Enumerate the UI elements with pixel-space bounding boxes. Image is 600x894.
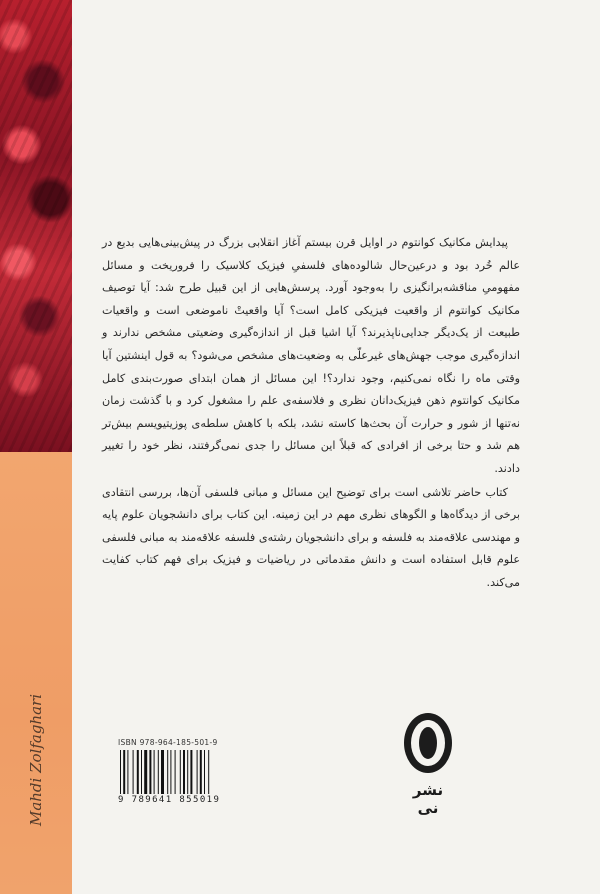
barcode-bar	[133, 750, 134, 794]
back-cover-blurb	[102, 232, 520, 595]
barcode-bar	[183, 750, 185, 794]
blurb-paragraph: پیدایش مکانیک کوانتوم در اوایل قرن بیستم آغاز انقلابی بزرگ در پیش‌بینی‌هایی بدیع در عالم خُرد بود و درعین‌حال شالوده‌های فلسفیِ فیزیک کلاسیک را فروریخت و مسائل مفهومیِ مناقشه‌برانگیزی را به‌وجود آورد. پرسش‌هایی از این قبیل طرح شد: آیا توصیف مکانیک کوانتوم از واقعیت فیزیکی کامل است؟ آیا واقعیتْ ناموضعی است و واقعیات طبیعت از یک‌دیگر جدایی‌ناپذیرند؟ آیا اشیا قبل از اندازه‌گیری وضعیتی مشخص ندارند و اندازه‌گیری موجب جهش‌های غیرعلّی به وضعیت‌های مشخص می‌شود؟ به قول اینشتین آیا وقتی ماه را نگاه نمی‌کنیم، وجود ندارد؟! این مسائل از همان ابتدای صورت‌بندی کامل مکانیک کوانتوم ذهن فیزیک‌دانان نظری و فلاسفه‌ی علم را مشغول کرد و با گذشت زمان نه‌تنها از شور و حرارت آن بحث‌ها کاسته نشد، بلکه با کاهش سلطه‌ی پوزیتیویسم بیش‌تر هم شد و حتا برخی از افرادی که قبلاً این مسائل را جدی نمی‌گرفتند، نظر خود را تغییر دادند.	[102, 236, 520, 475]
barcode-bar	[200, 750, 202, 794]
designer-signature: Mahdi Zolfaghari	[27, 693, 45, 827]
barcode-bar	[208, 750, 209, 794]
barcode-bar	[187, 750, 188, 794]
barcode-bar	[149, 750, 151, 794]
publisher-logo	[400, 712, 456, 817]
barcode-bar	[127, 750, 128, 794]
spine-band	[0, 0, 72, 894]
barcode-bar	[144, 750, 147, 794]
barcode-bar	[180, 750, 181, 794]
barcode-bar	[167, 750, 168, 794]
publisher-name: نشر نی	[412, 781, 444, 817]
barcode-bar	[197, 750, 198, 794]
barcode-bar	[204, 750, 205, 794]
isbn-label: ISBN 978-964-185-501-9	[118, 738, 218, 747]
spine-artwork	[0, 0, 72, 452]
barcode-bar	[141, 750, 142, 794]
spine-color-strip	[0, 452, 72, 894]
blurb-paragraph: کتاب حاضر تلاشی است برای توضیح این مسائل و مبانی فلسفی آن‌ها، بررسی انتقادی برخی از دیدگاه‌ها و الگوهای نظری مهم در این زمینه. این کتاب برای دانشجویان علوم پایه و مهندسی علاقه‌مند به فلسفه و برای دانشجویان رشته‌ی فلسفه علاقه‌مند به مبانی فلسفی علوم قابل استفاده است و دانش مقدماتی در ریاضیات و فیزیک برای فهم کتاب کفایت می‌کند.	[102, 485, 520, 589]
barcode-digits: 9 789641 855019	[118, 795, 221, 805]
barcode-bar	[170, 750, 171, 794]
barcode-bar	[161, 750, 164, 794]
barcode-bar	[120, 750, 121, 794]
reed-leaf-logo-icon	[400, 712, 456, 774]
barcode-bar	[190, 750, 192, 794]
isbn-barcode	[118, 738, 240, 805]
barcode-bars	[118, 750, 240, 794]
barcode-bar	[137, 750, 139, 794]
barcode-bar	[175, 750, 176, 794]
barcode-bar	[158, 750, 159, 794]
barcode-bar	[123, 750, 125, 794]
barcode-bar	[154, 750, 155, 794]
